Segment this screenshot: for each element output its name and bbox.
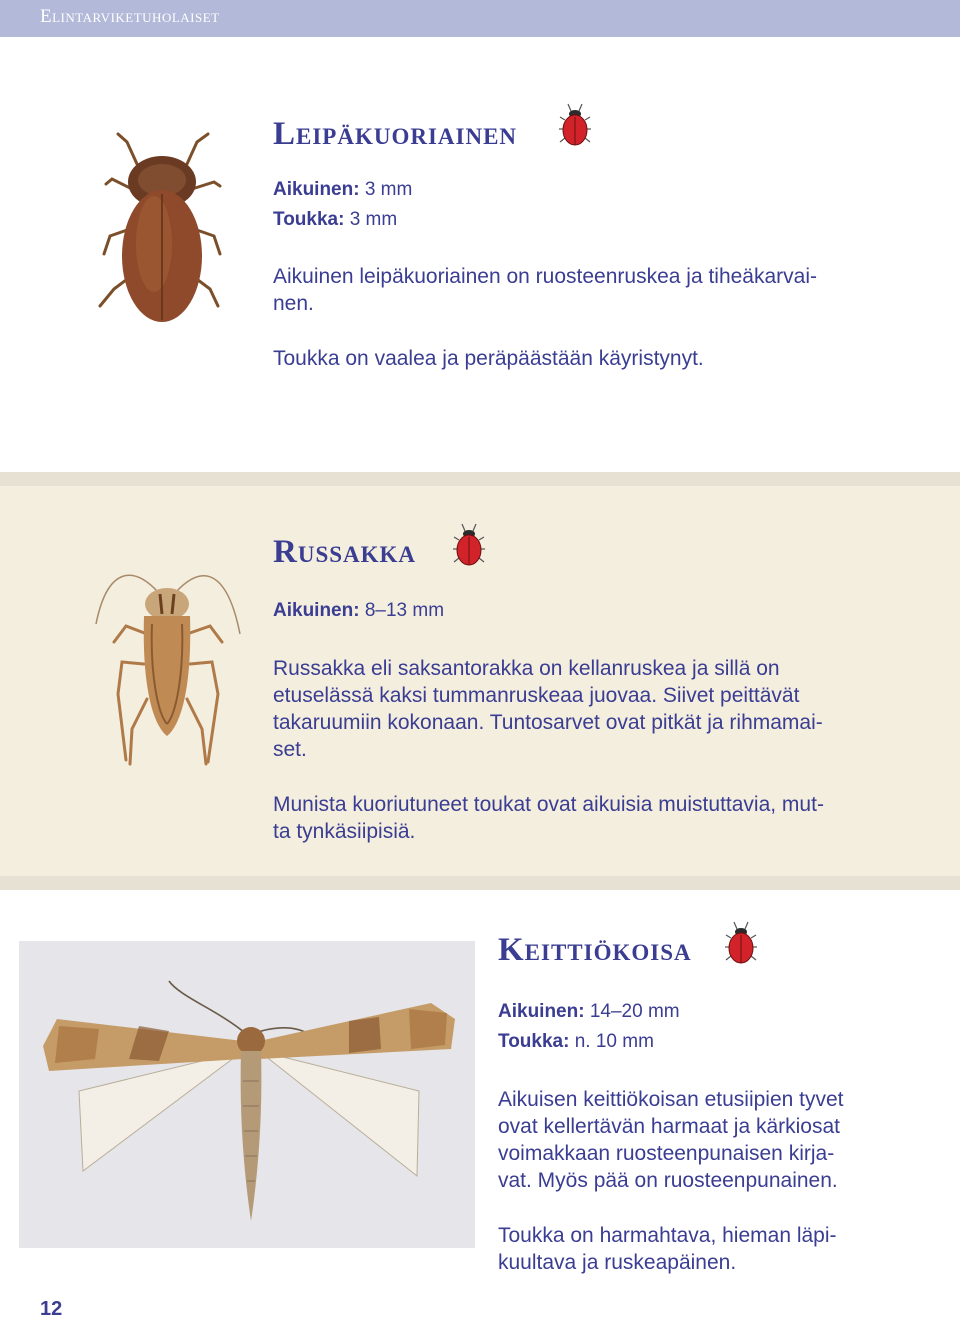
body-leipakuoriainen xyxy=(273,263,817,372)
stat-label: Toukka: xyxy=(273,209,345,230)
text-line: Russakka eli saksantorakka on kellanruskea ja sillä on xyxy=(273,657,780,680)
text-line: nen. xyxy=(273,292,314,315)
bug-icon xyxy=(724,920,758,966)
section-title: Keittiökoisa xyxy=(498,932,692,968)
text-line: takaruumiin kokonaan. Tuntosarvet ovat pitkät ja rihmamai- xyxy=(273,711,823,734)
text-line: set. xyxy=(273,738,307,761)
text-line: Toukka on vaalea ja peräpäästään käyristynyt. xyxy=(273,347,704,370)
stat-value: 14–20 mm xyxy=(584,1001,680,1022)
bug-icon xyxy=(452,522,486,568)
stat-adult xyxy=(273,175,412,205)
text-line: Munista kuoriutuneet toukat ovat aikuisia muistuttavia, mut- xyxy=(273,793,824,816)
stat-adult xyxy=(273,596,444,626)
cockroach-photo xyxy=(92,564,242,770)
text-line: kuultava ja ruskeapäinen. xyxy=(498,1251,737,1274)
section-title: Russakka xyxy=(273,534,417,570)
paragraph xyxy=(498,1222,844,1276)
running-header xyxy=(0,0,960,37)
stat-label: Toukka: xyxy=(498,1031,570,1052)
section-title: Leipäkuoriainen xyxy=(273,116,518,152)
stat-larva xyxy=(498,1027,680,1057)
section-leipakuoriainen xyxy=(273,114,517,154)
text-line: ovat kellertävän harmaat ja kärkiosat xyxy=(498,1115,840,1138)
bug-icon xyxy=(558,102,592,148)
text-line: etuselässä kaksi tummanruskeaa juovaa. Siivet peittävät xyxy=(273,684,800,707)
stat-adult xyxy=(498,997,680,1027)
stats-leipakuoriainen xyxy=(273,175,412,235)
stat-label: Aikuinen: xyxy=(273,179,360,200)
band-bottom-edge xyxy=(0,876,960,890)
section-keittiokoisa xyxy=(498,930,692,970)
stat-value: 3 mm xyxy=(359,179,413,200)
stat-label: Aikuinen: xyxy=(273,600,360,621)
text-line: Aikuinen leipäkuoriainen on ruosteenruskea ja tiheäkarvai- xyxy=(273,265,818,288)
stats-russakka xyxy=(273,596,444,626)
body-keittiokoisa xyxy=(498,1086,844,1276)
paragraph xyxy=(498,1086,844,1194)
paragraph xyxy=(273,791,824,845)
band-top-edge xyxy=(0,472,960,486)
text-line: Aikuisen keittiökoisan etusiipien tyvet xyxy=(498,1088,844,1111)
header-title: Elintarviketuholaiset xyxy=(40,6,220,27)
paragraph xyxy=(273,655,824,763)
paragraph xyxy=(273,263,817,317)
stat-value: 8–13 mm xyxy=(359,600,445,621)
paragraph xyxy=(273,345,817,372)
stat-label: Aikuinen: xyxy=(498,1001,585,1022)
text-line: voimakkaan ruosteenpunaisen kirja- xyxy=(498,1142,835,1165)
stat-value: 3 mm xyxy=(344,209,398,230)
text-line: Toukka on harmahtava, hieman läpi- xyxy=(498,1224,837,1247)
section-russakka xyxy=(273,532,416,572)
page-number: 12 xyxy=(40,1298,63,1320)
moth-photo xyxy=(19,941,475,1248)
stat-value: n. 10 mm xyxy=(569,1031,654,1052)
body-russakka xyxy=(273,655,824,845)
bread-beetle-photo xyxy=(92,124,232,330)
stat-larva xyxy=(273,205,412,235)
stats-keittiokoisa xyxy=(498,997,680,1057)
text-line: ta tynkäsiipisiä. xyxy=(273,820,416,843)
text-line: vat. Myös pää on ruosteenpunainen. xyxy=(498,1169,838,1192)
